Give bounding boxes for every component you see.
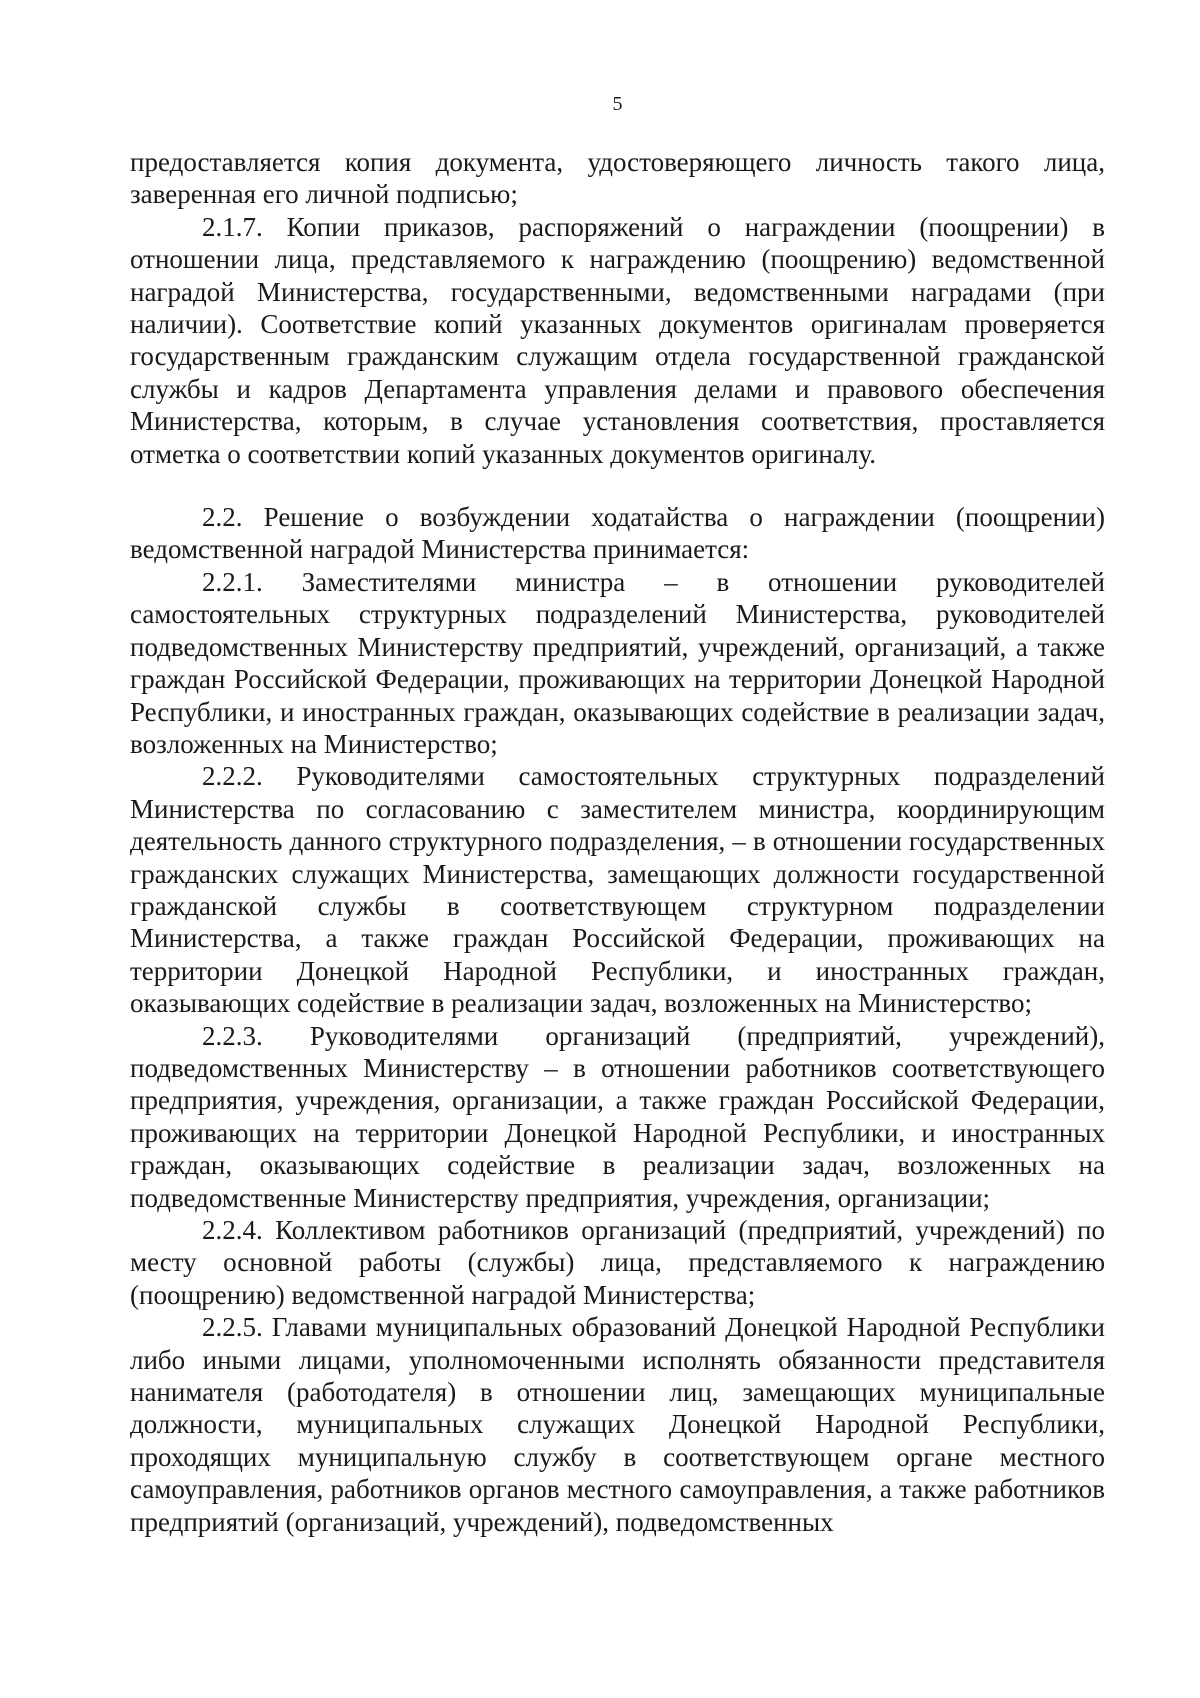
paragraph-2-1-7: 2.1.7. Копии приказов, распоряжений о награждении (поощрении) в отношении лица, представляемого к награждению (поощрению) ведомственной наградой Министерства, государственными, ведомственными наградами (при наличии). Соответствие копий указанных документов оригиналам проверяется государственным гражданским служащим отдела государственной гражданской службы и кадров Департамента управления делами и правового обеспечения Министерства, которым, в случае установления соответствия, проставляется отметка о соответствии копий указанных документов оригиналу. [130, 211, 1105, 469]
paragraph-2-2-1: 2.2.1. Заместителями министра – в отношении руководителей самостоятельных структурных подразделений Министерства, руководителей подведомственных Министерству предприятий, учреждений, организаций, а также граждан Российской Федерации, проживающих на территории Донецкой Народной Республики, и иностранных граждан, оказывающих содействие в реализации задач, возложенных на Министерство; [130, 566, 1105, 759]
document-page [130, 92, 1105, 1538]
paragraph-2-2-5: 2.2.5. Главами муниципальных образований Донецкой Народной Республики либо иными лицами, уполномоченными исполнять обязанности представителя нанимателя (работодателя) в отношении лиц, замещающих муниципальные должности, муниципальных служащих Донецкой Народной Республики, проходящих муниципальную службу в соответствующем органе местного самоуправления, работников органов местного самоуправления, а также работников предприятий (организаций, учреждений), подведомственных [130, 1312, 1105, 1537]
paragraph-2-2-4: 2.2.4. Коллективом работников организаций (предприятий, учреждений) по месту основной работы (службы) лица, представляемого к награждению (поощрению) ведомственной наградой Министерства; [130, 1215, 1105, 1310]
paragraph-spacer [130, 470, 1105, 501]
paragraph-2-2: 2.2. Решение о возбуждении ходатайства о награждении (поощрении) ведомственной наградой Министерства принимается: [130, 502, 1105, 565]
paragraph-continuation: предоставляется копия документа, удостоверяющего личность такого лица, заверенная его личной подписью; [130, 147, 1105, 210]
page-number: 5 [612, 93, 623, 115]
paragraph-2-2-3: 2.2.3. Руководителями организаций (предприятий, учреждений), подведомственных Министерству – в отношении работников соответствующего предприятия, учреждения, организации, а также граждан Российской Федерации, проживающих на территории Донецкой Народной Республики, и иностранных граждан, оказывающих содействие в реализации задач, возложенных на подведомственные Министерству предприятия, учреждения, организации; [130, 1020, 1105, 1213]
paragraph-2-2-2: 2.2.2. Руководителями самостоятельных структурных подразделений Министерства по согласованию с заместителем министра, координирующим деятельность данного структурного подразделения, – в отношении государственных гражданских служащих Министерства, замещающих должности государственной гражданской службы в соответствующем структурном подразделении Министерства, а также граждан Российской Федерации, проживающих на территории Донецкой Народной Республики, и иностранных граждан, оказывающих содействие в реализации задач, возложенных на Министерство; [130, 761, 1105, 1019]
